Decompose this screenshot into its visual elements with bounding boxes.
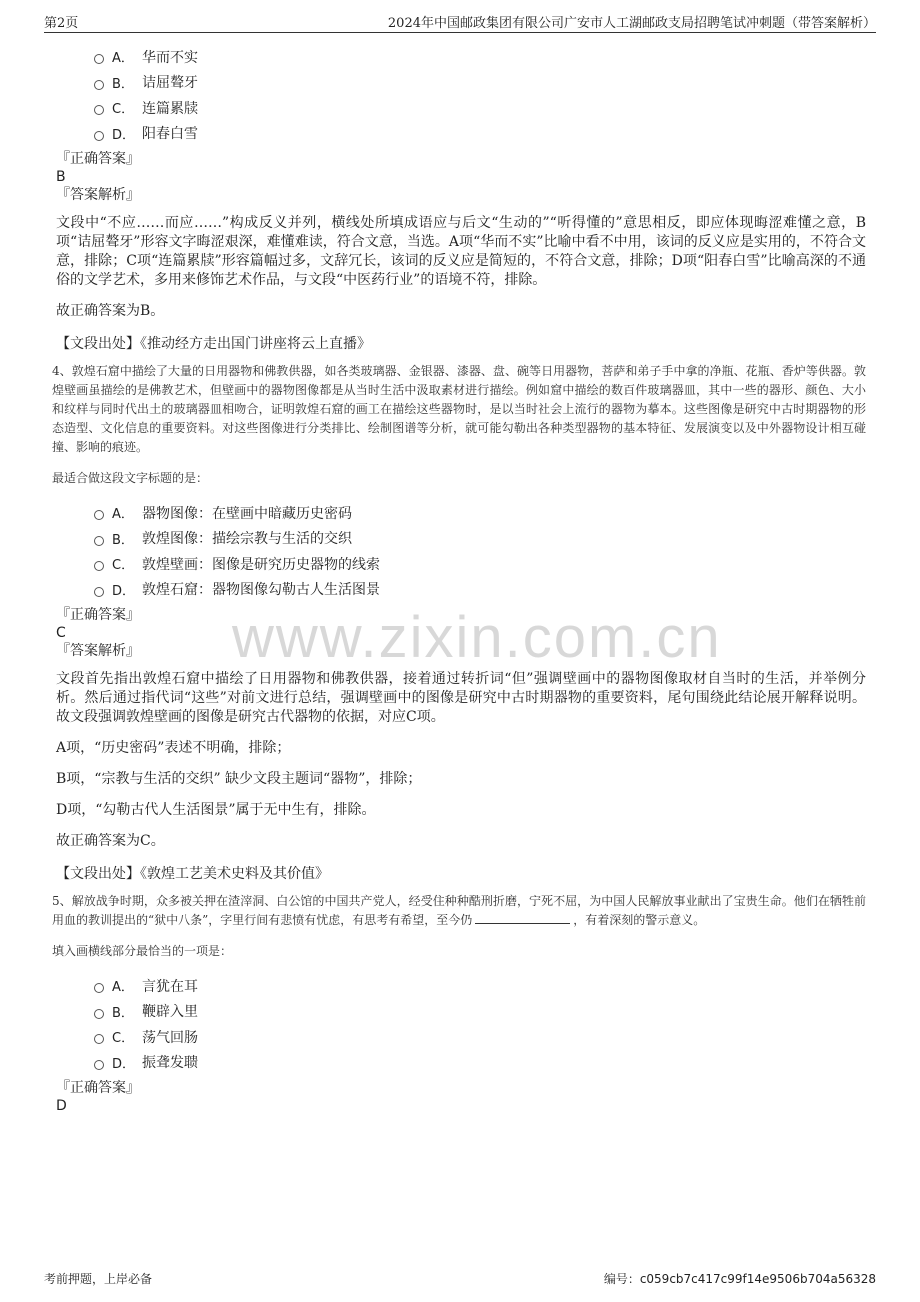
option-c[interactable]: C． 荡气回肠 <box>94 1024 866 1050</box>
radio-icon[interactable] <box>94 1060 104 1070</box>
option-d[interactable]: D． 振聋发聩 <box>94 1050 866 1076</box>
analysis-note: A项，“历史密码”表述不明确，排除； <box>56 740 291 756</box>
correct-answer: B <box>56 169 66 185</box>
option-c[interactable]: C． 敦煌壁画：图像是研究历史器物的线索 <box>94 551 866 577</box>
radio-icon[interactable] <box>94 983 104 993</box>
source-citation: 【文段出处】《推动经方走出国门讲座将云上直播》 <box>56 336 371 352</box>
correct-answer: C <box>56 625 66 641</box>
radio-icon[interactable] <box>94 80 104 90</box>
option-a[interactable]: A． 器物图像：在壁画中暗藏历史密码 <box>94 500 866 526</box>
question-prompt: 最适合做这段文字标题的是： <box>52 471 209 485</box>
option-list <box>94 44 866 146</box>
radio-icon[interactable] <box>94 587 104 597</box>
question-prompt: 填入画横线部分最恰当的一项是： <box>52 944 233 958</box>
option-b[interactable]: B． 诘屈聱牙 <box>94 70 866 96</box>
option-list <box>94 500 866 602</box>
radio-icon[interactable] <box>94 131 104 141</box>
option-b[interactable]: B． 敦煌图像：描绘宗教与生活的交织 <box>94 526 866 552</box>
conclusion: 故正确答案为C。 <box>56 833 165 849</box>
conclusion: 故正确答案为B。 <box>56 303 165 319</box>
correct-answer: D <box>56 1098 67 1114</box>
option-c[interactable]: C． 连篇累牍 <box>94 95 866 121</box>
radio-icon[interactable] <box>94 536 104 546</box>
option-d[interactable]: D． 阳春白雪 <box>94 121 866 147</box>
correct-answer-label: 『正确答案』 <box>56 1080 140 1096</box>
option-d[interactable]: D． 敦煌石窟：器物图像勾勒古人生活图景 <box>94 577 866 603</box>
correct-answer-label: 『正确答案』 <box>56 151 140 167</box>
watermark: www.zixin.com.cn <box>232 605 722 670</box>
page-number: 第2页 <box>44 16 79 31</box>
analysis-note: D项，“勾勒古代人生活图景”属于无中生有，排除。 <box>56 802 376 818</box>
analysis-text: 文段首先指出敦煌石窟中描绘了日用器物和佛教供器，接着通过转折词“但”强调壁画中的器物图像取材自当时的生活，并举例分析。然后通过指代词“这些”对前文进行总结，强调壁画中的图像是研究中古时期器物的重要资料，尾句围绕此结论展开解释说明。故文段强调敦煌壁画的图像是研究古代器物的依据，对应C项。 <box>56 671 866 725</box>
page-header <box>44 10 876 33</box>
option-list <box>94 973 866 1075</box>
source-citation: 【文段出处】《敦煌工艺美术史料及其价值》 <box>56 866 329 882</box>
option-a[interactable]: A． 华而不实 <box>94 44 866 70</box>
radio-icon[interactable] <box>94 1034 104 1044</box>
radio-icon[interactable] <box>94 510 104 520</box>
option-b[interactable]: B． 鞭辟入里 <box>94 999 866 1025</box>
radio-icon[interactable] <box>94 54 104 64</box>
document-id: 编号：c059cb7c417c99f14e9506b704a56328 <box>603 1272 876 1286</box>
analysis-text: 文段中“不应……而应……”构成反义并列，横线处所填成语应与后文“生动的”“听得懂的”意思相反，即应体现晦涩难懂之意，B项“诘屈聱牙”形容文字晦涩艰深，难懂难读，符合文意，当选。A项“华而不实”比喻中看不中用，该词的反义应是实用的，不符合文意，排除；C项“连篇累牍”形容篇幅过多，文辞冗长，该词的反义应是简短的，不符合文意，排除；D项“阳春白雪”比喻高深的不通俗的文学艺术，多用来修饰艺术作品，与文段“中医药行业”的语境不符，排除。 <box>56 215 866 288</box>
radio-icon[interactable] <box>94 561 104 571</box>
document-title: 2024年中国邮政集团有限公司广安市人工湖邮政支局招聘笔试冲刺题（带答案解析） <box>387 16 876 31</box>
radio-icon[interactable] <box>94 105 104 115</box>
analysis-note: B项，“宗教与生活的交织” 缺少文段主题词“器物”，排除； <box>56 771 422 787</box>
analysis-label: 『答案解析』 <box>56 643 140 659</box>
analysis-label: 『答案解析』 <box>56 187 140 203</box>
correct-answer-label: 『正确答案』 <box>56 607 140 623</box>
fill-blank <box>475 911 570 924</box>
question-stem: 4、敦煌石窟中描绘了大量的日用器物和佛教供器，如各类玻璃器、金银器、漆器、盘、碗等日用器物，菩萨和弟子手中拿的净瓶、花瓶、香炉等供器。敦煌壁画虽描绘的是佛教艺术，但壁画中的器物图像都是从当时生活中汲取素材进行描绘。例如窟中描绘的数百件玻璃器皿，其中一些的器形、颜色、大小和纹样与同时代出土的玻璃器皿相吻合，证明敦煌石窟的画工在描绘这些器物时，是以当时社会上流行的器物为摹本。这些图像是研究中古时期器物的形态造型、文化信息的重要资料。对这些图像进行分类排比、绘制图谱等分析，就可能勾勒出各种类型器物的基本特征、发展演变以及中外器物设计相互碰撞、影响的痕迹。 <box>52 364 866 454</box>
footer-slogan: 考前押题，上岸必备 <box>44 1272 153 1286</box>
option-a[interactable]: A． 言犹在耳 <box>94 973 866 999</box>
radio-icon[interactable] <box>94 1009 104 1019</box>
page-content <box>52 44 866 1115</box>
question-stem: 5、解放战争时期，众多被关押在渣滓洞、白公馆的中国共产党人，经受住种种酷刑折磨，宁死不屈，为中国人民解放事业献出了宝贵生命。他们在牺牲前用血的教训提出的“狱中八条”，字里行间有悲愤有忧虑，有思考有希望，至今仍 ，有着深刻的警示意义。 <box>52 894 866 927</box>
